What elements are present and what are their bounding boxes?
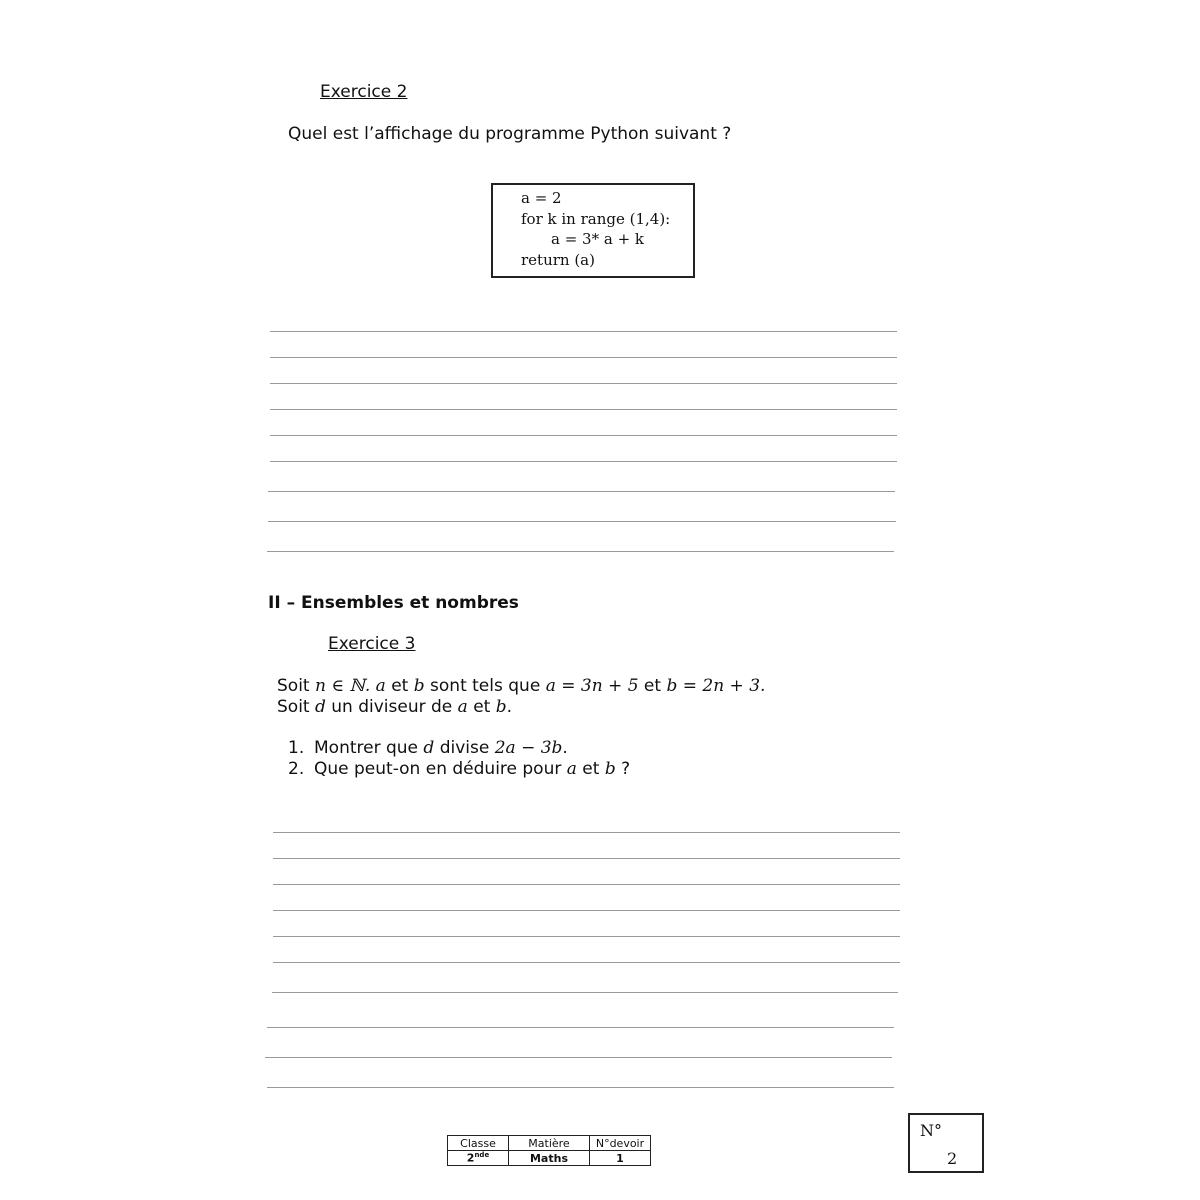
- exercise-2-title: Exercice 2: [320, 82, 408, 102]
- question-2: [288, 759, 630, 779]
- math: a = 3n + 5: [545, 676, 639, 696]
- answer-line: [273, 910, 900, 911]
- code-line: a = 2: [521, 189, 562, 207]
- text: divise: [434, 738, 495, 758]
- header-classe: Classe: [448, 1136, 509, 1151]
- math: b: [604, 759, 616, 779]
- math: a: [566, 759, 577, 779]
- section-heading: II – Ensembles et nombres: [268, 593, 519, 613]
- math: b: [495, 697, 507, 717]
- answer-line: [270, 357, 897, 358]
- number-box-value: 2: [947, 1149, 958, 1168]
- math: b = 2n + 3.: [666, 676, 766, 696]
- answer-line: [270, 383, 897, 384]
- text: Soit: [277, 676, 315, 696]
- code-line: for k in range (1,4):: [521, 209, 671, 228]
- answer-line: [272, 992, 898, 993]
- answer-line: [267, 1027, 894, 1028]
- exercise-3-statement-1: [277, 676, 765, 696]
- text: et: [467, 697, 496, 717]
- answer-line: [273, 936, 900, 937]
- number-box: [908, 1113, 984, 1173]
- answer-line: [270, 331, 897, 332]
- answer-line: [270, 409, 897, 410]
- answer-line: [273, 858, 900, 859]
- number: 1.: [288, 738, 305, 758]
- text: Soit: [277, 697, 315, 717]
- value-classe: [448, 1151, 509, 1166]
- text: un diviseur de: [325, 697, 458, 717]
- value-matiere: Maths: [509, 1151, 590, 1166]
- classe-sup: nde: [474, 1151, 490, 1160]
- answer-line: [267, 551, 894, 552]
- text: et: [576, 759, 605, 779]
- text: Que peut-on en déduire pour: [314, 759, 567, 779]
- answer-line: [273, 884, 900, 885]
- math: 2a − 3b: [494, 738, 563, 758]
- exercise-3-statement-2: [277, 697, 512, 717]
- math: n ∈ ℕ. a: [314, 676, 386, 696]
- answer-line: [265, 1057, 892, 1058]
- header-matiere: Matière: [509, 1136, 590, 1151]
- answer-line: [270, 435, 897, 436]
- python-code-box: [491, 183, 695, 278]
- math: a: [457, 697, 468, 717]
- text: Montrer que: [314, 738, 424, 758]
- math: b: [413, 676, 425, 696]
- classe: 2: [466, 1151, 475, 1165]
- header-devoir: N°devoir: [590, 1136, 651, 1151]
- code-line: a = 3* a + k: [551, 230, 644, 248]
- text: et: [385, 676, 414, 696]
- answer-line: [267, 1087, 894, 1088]
- number: 2.: [288, 759, 305, 779]
- answer-line: [268, 491, 895, 492]
- text: sont tels que: [424, 676, 546, 696]
- text: et: [638, 676, 667, 696]
- answer-line: [270, 461, 897, 462]
- code-line: return (a): [521, 250, 595, 269]
- number-box-label: N°: [920, 1121, 942, 1140]
- text: ?: [615, 759, 631, 779]
- math: d: [423, 738, 435, 758]
- math: d: [314, 697, 326, 717]
- text: .: [562, 738, 568, 758]
- answer-line: [268, 521, 896, 522]
- question-1: [288, 738, 568, 758]
- exercise-3-title: Exercice 3: [328, 634, 416, 654]
- exercise-2-question: Quel est l’affichage du programme Python suivant ?: [288, 124, 732, 144]
- answer-line: [273, 832, 900, 833]
- text: .: [506, 697, 513, 717]
- info-table: [447, 1135, 651, 1166]
- value-devoir: 1: [590, 1151, 651, 1166]
- answer-line: [273, 962, 900, 963]
